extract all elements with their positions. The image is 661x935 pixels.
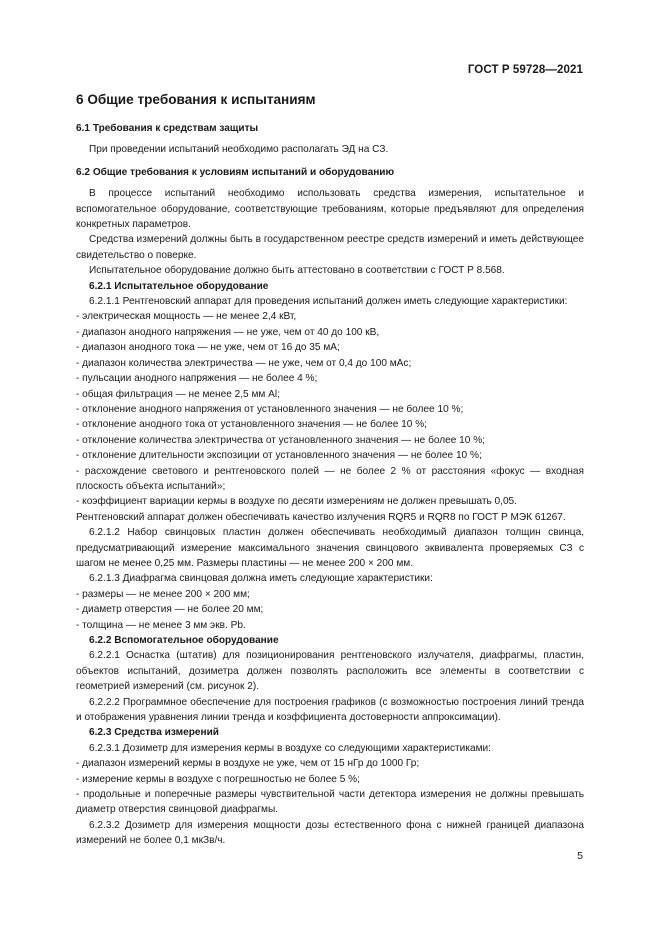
paragraph-6-2-3-1: 6.2.3.1 Дозиметр для измерения кермы в воздухе со следующими характеристиками: [89, 742, 491, 754]
paragraph-6-2-2-1: 6.2.2.1 Оснастка (штатив) для позиционирования рентгеновского излучателя, диафрагмы, пластин, объектов испытаний, дозиметра должен позволять расположить все элементы в соответствии с геометрией измерений (см. рисунок 2). [76, 650, 584, 693]
page-content [76, 91, 584, 849]
list-item: - диапазон анодного напряжения — не уже, чем от 40 до 100 кВ, [76, 326, 380, 338]
list-item: - отклонение анодного тока от установленного значения — не более 10 %; [76, 419, 427, 431]
paragraph-radiation-quality: Рентгеновский аппарат должен обеспечивать качество излучения RQR5 и RQR8 по ГОСТ Р МЭК 61267. [76, 511, 566, 523]
list-item: - диапазон количества электричества — не уже, чем от 0,4 до 100 мАс; [76, 357, 412, 369]
paragraph-6-2-1-3: 6.2.1.3 Диафрагма свинцовая должна иметь следующие характеристики: [89, 573, 433, 585]
page-number: 5 [577, 850, 583, 862]
subsection-title-6-2-1: 6.2.1 Испытательное оборудование [89, 280, 269, 292]
subsection-title-6-2-2: 6.2.2 Вспомогательное оборудование [89, 635, 279, 646]
subsection-title-6-1: 6.1 Требования к средствам защиты [76, 123, 259, 134]
paragraph-6-2-3: Испытательное оборудование должно быть аттестовано в соответствии с ГОСТ Р 8.568. [89, 265, 505, 277]
paragraph-6-2-2-2: 6.2.2.2 Программное обеспечение для построения графиков (с возможностью построения линий тренда и отображения уравнения линии тренда и коэффициента достоверности аппроксимации). [76, 696, 584, 724]
list-item: - пульсации анодного напряжения — не более 4 %; [76, 373, 318, 385]
list-item: - расхождение светового и рентгеновского полей — не более 2 % от расстояния «фокус — входная плоскость объекта испытаний»; [76, 465, 584, 492]
paragraph-6-1: При проведении испытаний необходимо располагать ЭД на СЗ. [89, 144, 389, 156]
subsection-title-6-2: 6.2 Общие требования к условиям испытаний и оборудованию [76, 166, 395, 178]
list-item: - продольные и поперечные размеры чувствительной части детектора измерения не должны превышать диаметр отверстия свинцовой диафрагмы. [76, 789, 584, 816]
list-item: - электрическая мощность — не менее 2,4 кВт, [76, 311, 297, 323]
list-item: - размеры — не менее 200 × 200 мм; [76, 588, 250, 600]
list-item: - отклонение количества электричества от установленного значения — не более 10 %; [76, 434, 485, 446]
paragraph-6-2-2: Средства измерений должны быть в государственном реестре средств измерений и иметь действующее свидетельство о поверке. [76, 234, 584, 261]
list-dosimeter-characteristics [76, 756, 584, 818]
paragraph-6-2-1-2: 6.2.1.2 Набор свинцовых пластин должен обеспечивать необходимый диапазон толщин свинца, предусматривающий измерение максимального значения свинцового эквивалента проверяемых СЗ с шагом не менее 0,25 мм. Размеры пластины — не менее 200 × 200 мм. [76, 527, 584, 569]
list-item: - отклонение анодного напряжения от установленного значения — не более 10 %; [76, 403, 464, 415]
list-item: - диапазон анодного тока — не уже, чем от 16 до 35 мА; [76, 342, 340, 354]
section-title: 6 Общие требования к испытаниям [76, 92, 316, 107]
list-xray-characteristics [76, 309, 584, 509]
list-diaphragm-characteristics [76, 587, 584, 633]
subsection-title-6-2-3: 6.2.3 Средства измерений [89, 727, 219, 739]
list-item: - общая фильтрация — не менее 2,5 мм Al; [76, 388, 280, 400]
paragraph-6-2-1-1: 6.2.1.1 Рентгеновский аппарат для проведения испытаний должен иметь следующие характеристики: [89, 296, 568, 308]
list-item: - толщина — не менее 3 мм экв. Pb. [76, 619, 246, 631]
list-item: - измерение кермы в воздухе с погрешностью не более 5 %; [76, 773, 360, 785]
list-item: - диаметр отверстия — не более 20 мм; [76, 604, 264, 616]
document-standard-id: ГОСТ Р 59728—2021 [467, 64, 583, 76]
paragraph-6-2-1: В процессе испытаний необходимо использовать средства измерения, испытательное и вспомогательное оборудование, соответствующие требованиям, которые предъявляют для определения конкретных параметров. [76, 188, 584, 231]
paragraph-6-2-3-2: 6.2.3.2 Дозиметр для измерения мощности дозы естественного фона с нижней границей диапазона измерений не более 0,1 мкЗв/ч. [76, 819, 584, 847]
list-item: - коэффициент вариации кермы в воздухе по десяти измерениям не должен превышать 0,05. [76, 496, 517, 508]
list-item: - отклонение длительности экспозиции от установленного значения — не более 10 %; [76, 450, 482, 462]
list-item: - диапазон измерений кермы в воздухе не уже, чем от 15 нГр до 1000 Гр; [76, 758, 420, 770]
